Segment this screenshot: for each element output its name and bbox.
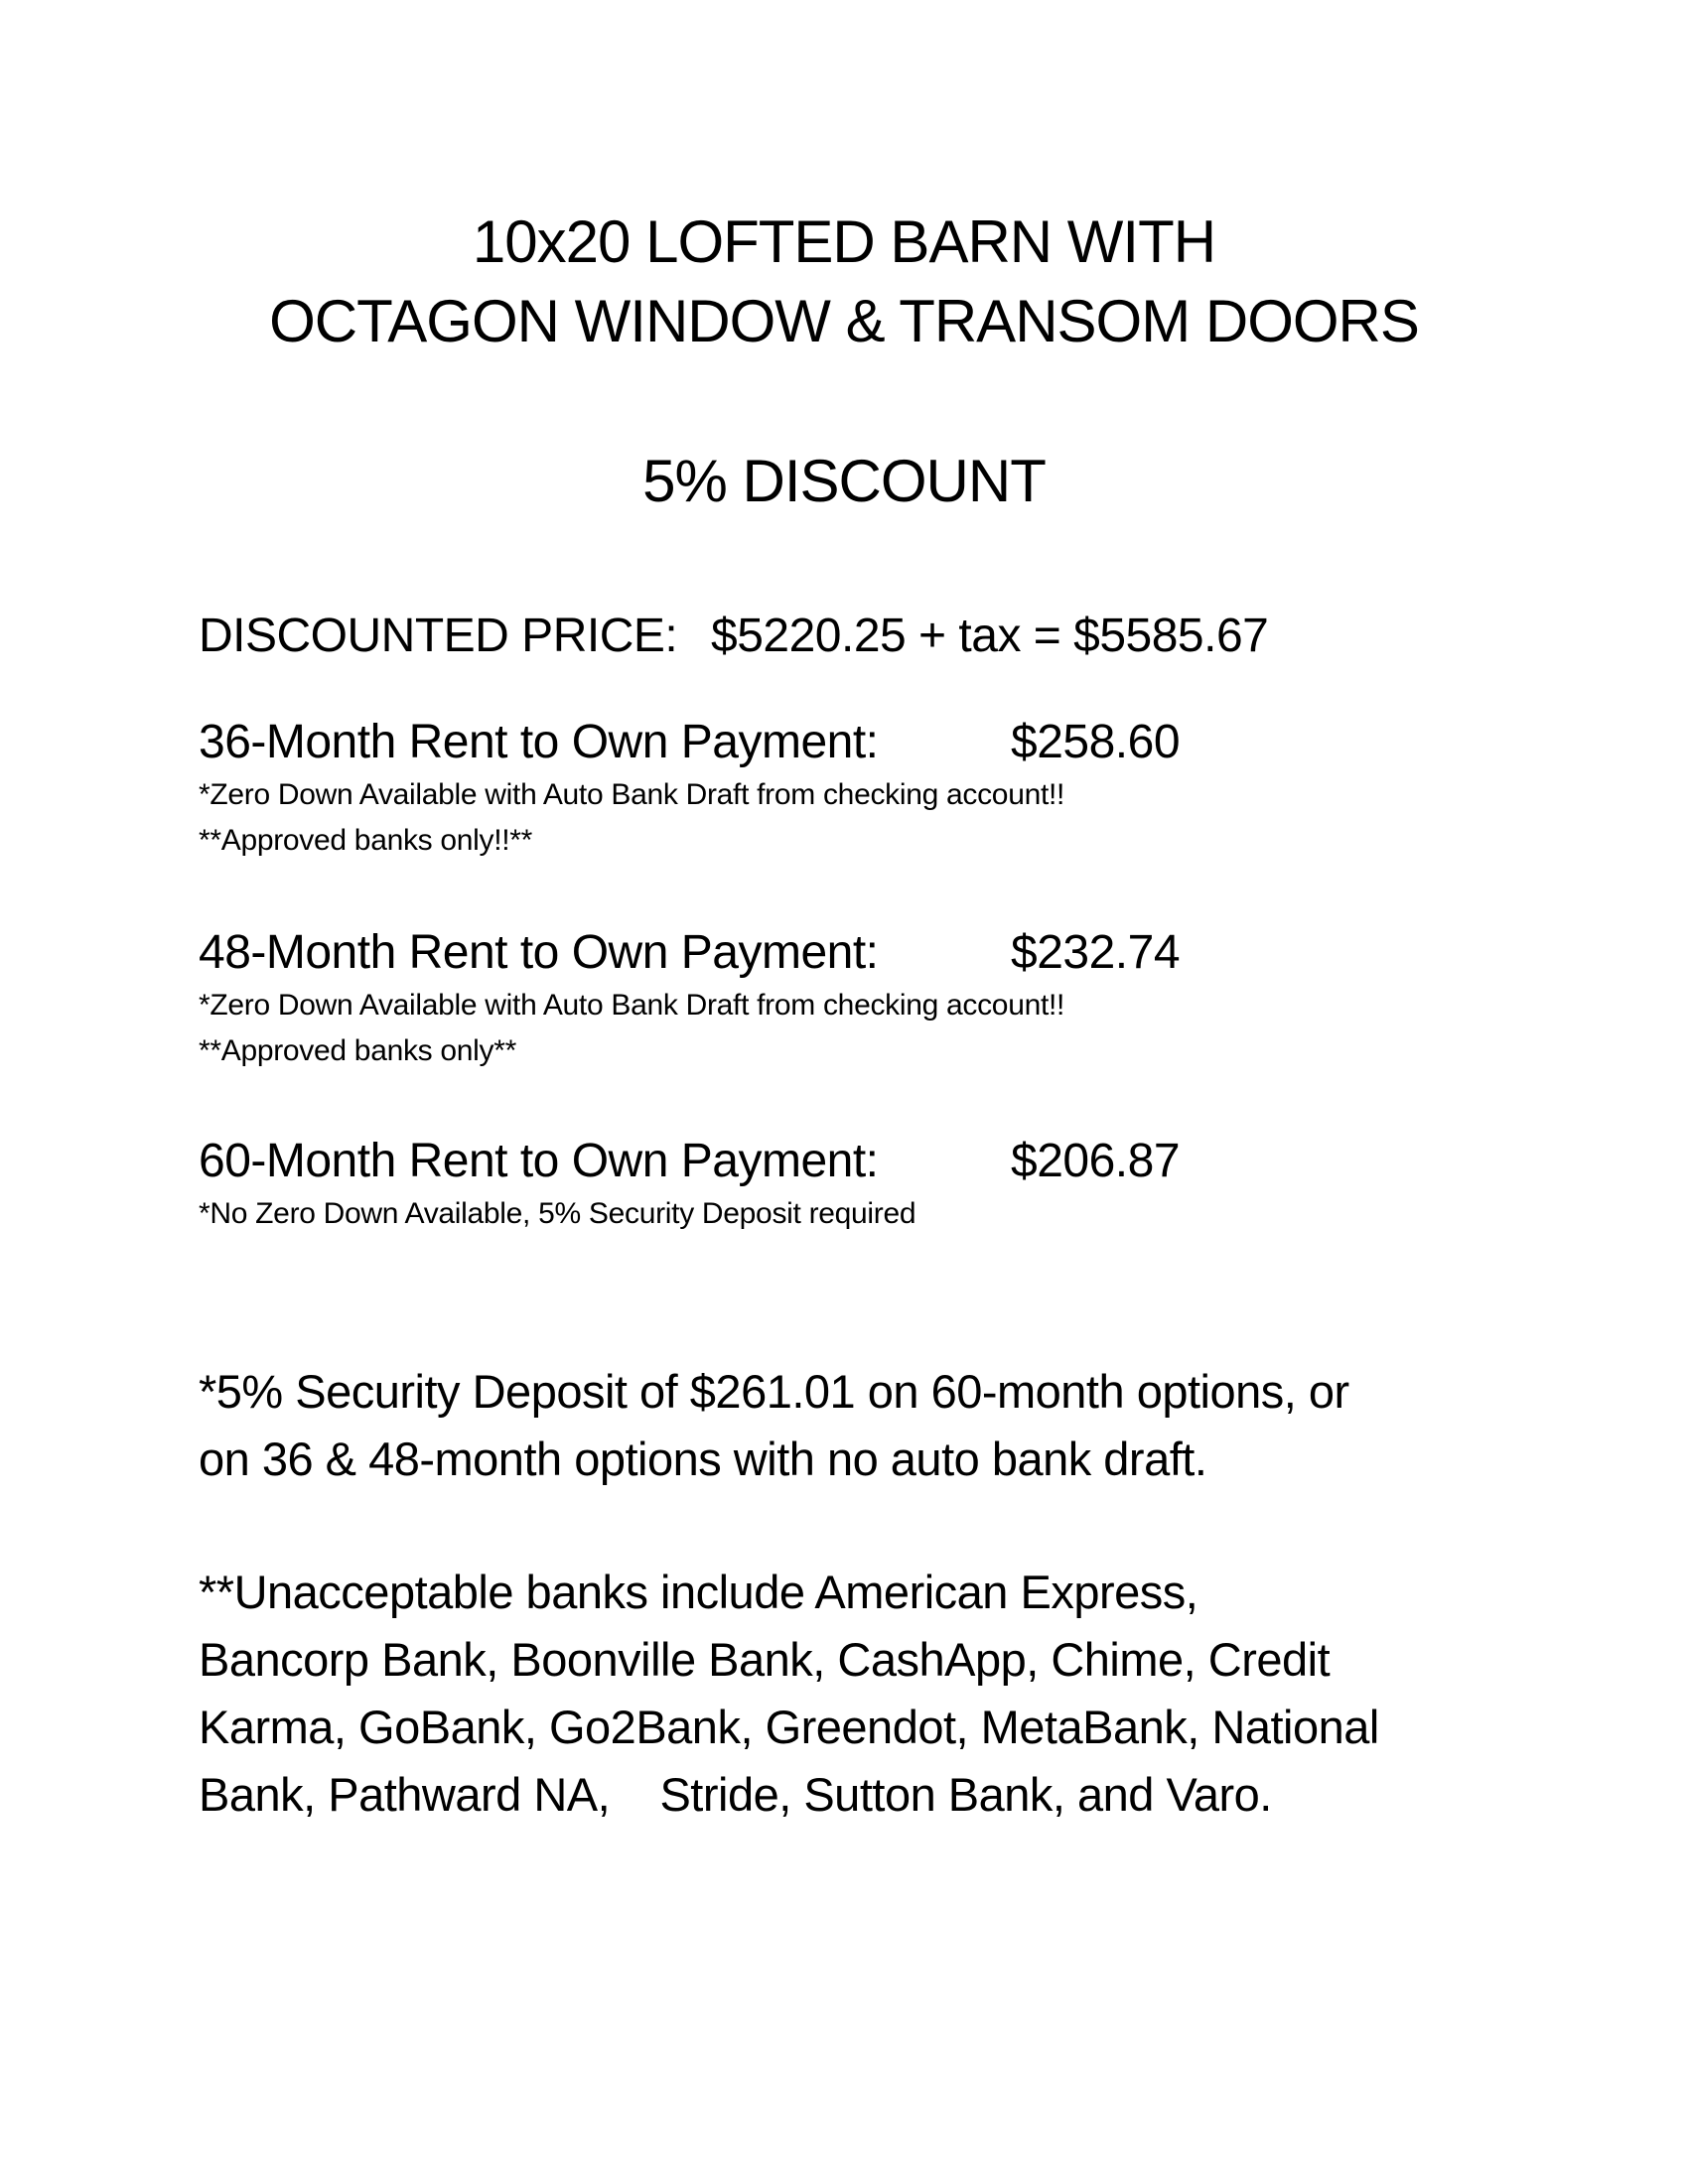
rent-option-48-month (199, 923, 1489, 1074)
rent-option-36-heading (199, 713, 1489, 772)
discounted-price-value: $5220.25 + tax = $5585.67 (711, 610, 1269, 662)
rent-option-36-month (199, 713, 1489, 864)
rent-option-48-value: $232.74 (1011, 926, 1181, 979)
rent-option-60-heading (199, 1132, 1489, 1191)
unacceptable-banks-line-4: Bank, Pathward NA, Stride, Sutton Bank, and Varo. (199, 1768, 1272, 1821)
rent-option-48-label: 48-Month Rent to Own Payment: (199, 926, 879, 979)
unacceptable-banks-line-3: Karma, GoBank, Go2Bank, Greendot, MetaBank, National (199, 1701, 1379, 1753)
security-deposit-note-line-1: *5% Security Deposit of $261.01 on 60-month options, or (199, 1365, 1349, 1418)
document-title (199, 203, 1489, 361)
rent-option-60-label: 60-Month Rent to Own Payment: (199, 1135, 879, 1187)
unacceptable-banks-line-2: Bancorp Bank, Boonville Bank, CashApp, Chime, Credit (199, 1633, 1331, 1686)
discounted-price-row (199, 607, 1489, 666)
document-title-line-2: OCTAGON WINDOW & TRANSOM DOORS (269, 288, 1419, 354)
unacceptable-banks-line-1: **Unacceptable banks include American Express, (199, 1566, 1198, 1618)
rent-option-48-heading (199, 923, 1489, 983)
rent-option-60-note-1: *No Zero Down Available, 5% Security Deposit required (199, 1197, 916, 1230)
rent-option-48-note-1: *Zero Down Available with Auto Bank Draft from checking account!! (199, 989, 1065, 1022)
unacceptable-banks-note (199, 1559, 1489, 1829)
rent-option-36-note-2: **Approved banks only!!** (199, 824, 533, 857)
rent-option-36-label: 36-Month Rent to Own Payment: (199, 716, 879, 768)
rent-option-36-note-1: *Zero Down Available with Auto Bank Draft from checking account!! (199, 778, 1065, 811)
rent-option-48-note-2: **Approved banks only** (199, 1034, 516, 1067)
rent-option-60-value: $206.87 (1011, 1135, 1181, 1187)
security-deposit-note-line-2: on 36 & 48-month options with no auto bank draft. (199, 1433, 1207, 1485)
discounted-price-label: DISCOUNTED PRICE: (199, 610, 678, 662)
rent-option-36-value: $258.60 (1011, 716, 1181, 768)
rent-option-60-month (199, 1132, 1489, 1237)
discount-heading: 5% DISCOUNT (642, 448, 1046, 514)
document-title-line-1: 10x20 LOFTED BARN WITH (472, 208, 1216, 275)
security-deposit-note (199, 1358, 1489, 1493)
